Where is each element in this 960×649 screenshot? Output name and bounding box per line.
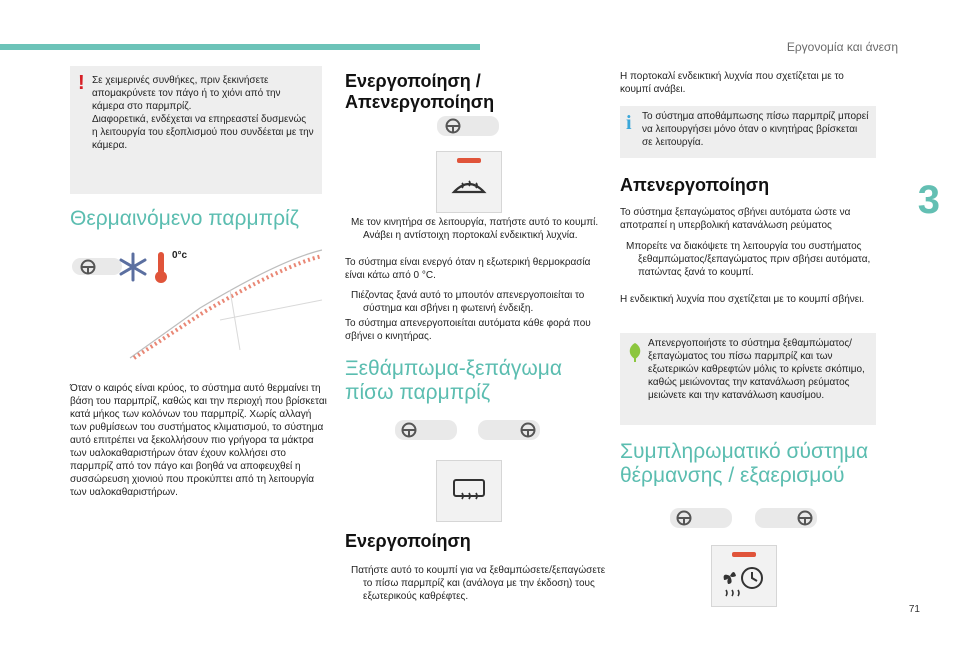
lamp-on-note: Η πορτοκαλί ενδεικτική λυχνία που σχετίζεται με το κουμπί ανάβει. [620,71,844,95]
heated-windscreen-body: Όταν ο καιρός είναι κρύος, το σύστημα αυτό θερμαίνει τη βάση του παρμπρίζ, καθώς και την περιοχή που βρίσκεται κατά μήκος των κολόνων του παρμπρίζ. Χωρίς αλλαγή των ρυθμίσεων του συστήματος κλιματισμού, το σύστημα αυτό επιτρέπει να ξεκολλήσουν πιο γρήγορα τα μάκτρα των υαλοκαθαριστήρων όταν έχουν κολλήσει στο παρμπρίζ από τον πάγο και βοηθά να αποφευχθεί η συσσώρευση χιονιού που προκύπτει από τη λειτουργία των υαλοκαθαριστήρων. [70,383,327,498]
deactivation-bullet-text: Πιέζοντας ξανά αυτό το μπουτόν απενεργοποιείται το σύστημα και σβήνει η φωτεινή ένδειξη. [351,290,585,314]
rear-activation-bullet [345,564,615,603]
steering-wheel-icon [80,259,96,275]
eco-text: Απενεργοποιήστε το σύστημα ξεθαμπώματος/ξεπαγώματος του πίσω παρμπρίζ και των εξωτερικών καθρεφτών μόλις το κρίνετε σκόπιμο, καθώς μειώνοντας την κατανάλωση ρεύματος μειώνετε και την κατανάλωση καυσίμου. [648,338,865,401]
manual-off-bullet [620,240,894,279]
activation-bullet [345,216,615,242]
manual-off-bullet-text: Μπορείτε να διακόψετε τη λειτουργία του συστήματος ξεθαμπώματος/ξεπαγώματος πριν σβήσει αυτόματα, πατώντας ξανά το κουμπί. [626,241,871,278]
temperature-label: 0°c [172,250,188,261]
page-number: 71 [908,604,920,615]
snowflake-icon [118,252,148,282]
header-bar [0,44,480,50]
warning-box [70,66,322,194]
heater-timer-icon [720,564,768,600]
activation-bullet-text: Με τον κινητήρα σε λειτουργία, πατήστε αυτό το κουμπί. Ανάβει η αντίστοιχη πορτοκαλί ενδεικτική λυχνία. [351,217,599,241]
eco-box [620,333,876,425]
page-header-title: Εργονομία και άνεση [786,40,898,54]
activation-deactivation-heading: Ενεργοποίηση / Απενεργοποίηση [345,71,495,112]
indicator-lamp [732,552,756,557]
chapter-number: 3 [917,178,940,222]
steering-wheel-icon [676,510,692,526]
info-text: Το σύστημα αποθάμπωσης πίσω παρμπρίζ μπορεί να λειτουργήσει μόνο όταν ο κινητήρας βρίσκεται σε λειτουργία. [642,111,869,148]
windscreen-heat-button[interactable] [436,151,502,213]
info-icon: i [626,112,632,134]
steering-wheel-icon [520,422,536,438]
rear-demist-button[interactable] [436,460,502,522]
rear-activation-bullet-text: Πατήστε αυτό το κουμπί για να ξεθαμπώσετε/ξεπαγώσετε το πίσω παρμπρίζ και (ανάλογα με την έκδοση) τους εξωτερικούς καθρέφτες. [351,565,606,602]
steering-wheel-icon [445,118,461,134]
supplementary-heating-button[interactable] [711,545,777,607]
indicator-lamp [457,158,481,163]
rear-defrost-icon [451,477,487,505]
rear-demist-heading: Ξεθάμπωμα-ξεπάγωμα πίσω παρμπρίζ [345,357,562,404]
thermometer-icon [152,250,170,284]
heated-windscreen-heading: Θερμαινόμενο παρμπρίζ [70,207,299,230]
auto-off-note: Το σύστημα απενεργοποιείται αυτόματα κάθε φορά που σβήνει ο κινητήρας. [345,318,591,342]
deactivation-bullet [345,289,615,315]
steering-wheel-icon [401,422,417,438]
warning-icon: ! [78,72,85,94]
supplementary-heating-heading: Συμπληρωματικό σύστημα θέρμανσης / εξαερισμού [620,440,869,487]
eco-leaf-icon [626,341,644,363]
auto-off-text: Το σύστημα ξεπαγώματος σβήνει αυτόματα ώστε να αποτραπεί η υπερβολική κατανάλωση ρεύματος [620,207,851,231]
activation-heading: Ενεργοποίηση [345,531,471,551]
steering-wheel-icon [797,510,813,526]
lamp-off-note: Η ενδεικτική λυχνία που σχετίζεται με το κουμπί σβήνει. [620,294,865,305]
info-box [620,106,876,158]
warning-text: Σε χειμερινές συνθήκες, πριν ξεκινήσετε απομακρύνετε τον πάγο ή το χιόνι από την κάμερα στο παρμπρίζ. Διαφορετικά, ενδέχεται να επηρεαστεί δυσμενώς η λειτουργία του εξοπλισμού που συνδέεται με την κάμερα. [92,75,314,151]
deactivation-heading: Απενεργοποίηση [620,175,770,195]
activation-note: Το σύστημα είναι ενεργό όταν η εξωτερική θερμοκρασία είναι κάτω από 0 °C. [345,257,591,281]
front-defrost-icon [451,172,487,202]
